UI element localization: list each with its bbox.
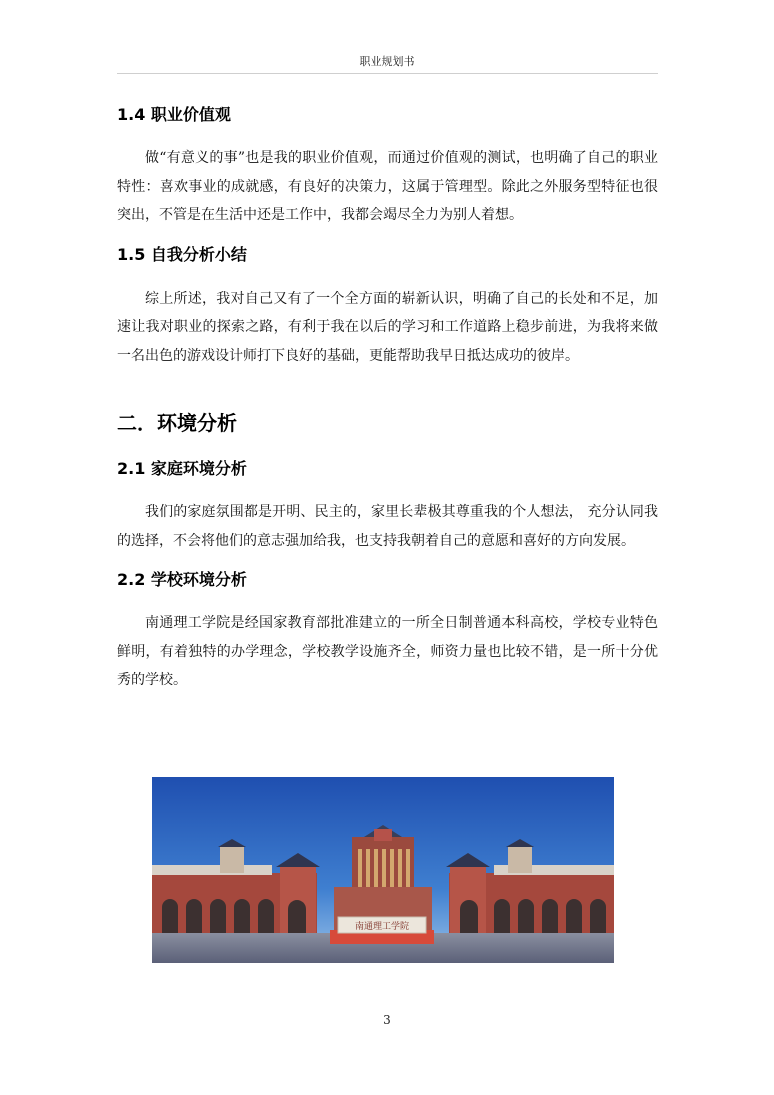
document-body bbox=[117, 102, 658, 695]
heading-1-5: 1.5 自我分析小结 bbox=[117, 244, 247, 264]
heading-2-2: 2.2 学校环境分析 bbox=[117, 570, 247, 589]
heading-1-4: 1.4 职业价值观 bbox=[117, 105, 231, 124]
paragraph-2-2: 南通理工学院是经国家教育部批准建立的一所全日制普通本科高校，学校专业特色鲜明，有着独特的办学理念，学校教学设施齐全，师资力量也比较不错，是一所十分优秀的学校。 bbox=[117, 615, 658, 688]
campus-photo bbox=[152, 777, 614, 963]
header-divider bbox=[117, 73, 658, 74]
page-header: 职业规划书 bbox=[359, 55, 415, 68]
chapter-2-heading: 二．环境分析 bbox=[117, 411, 237, 435]
page-number: 3 bbox=[383, 1013, 391, 1027]
paragraph-2-1: 我们的家庭氛围都是开明、民主的，家里长辈极其尊重我的个人想法， 充分认同我的选择，不会将他们的意志强加给我，也支持我朝着自己的意愿和喜好的方向发展。 bbox=[117, 504, 658, 549]
paragraph-1-5: 综上所述，我对自己又有了一个全方面的崭新认识，明确了自己的长处和不足，加速让我对职业的探索之路，有利于我在以后的学习和工作道路上稳步前进，为我将来做一名出色的游戏设计师打下良好的基础，更能帮助我早日抵达成功的彼岸。 bbox=[117, 290, 658, 364]
paragraph-1-4: 做“有意义的事”也是我的职业价值观，而通过价值观的测试，也明确了自己的职业特性：喜欢事业的成就感，有良好的决策力，这属于管理型。除此之外服务型特征也很突出，不管是在生活中还是工作中，我都会竭尽全力为别人着想。 bbox=[117, 150, 658, 223]
campus-sign-text: 南通理工学院 bbox=[354, 922, 410, 932]
heading-2-1: 2.1 家庭环境分析 bbox=[117, 459, 247, 478]
